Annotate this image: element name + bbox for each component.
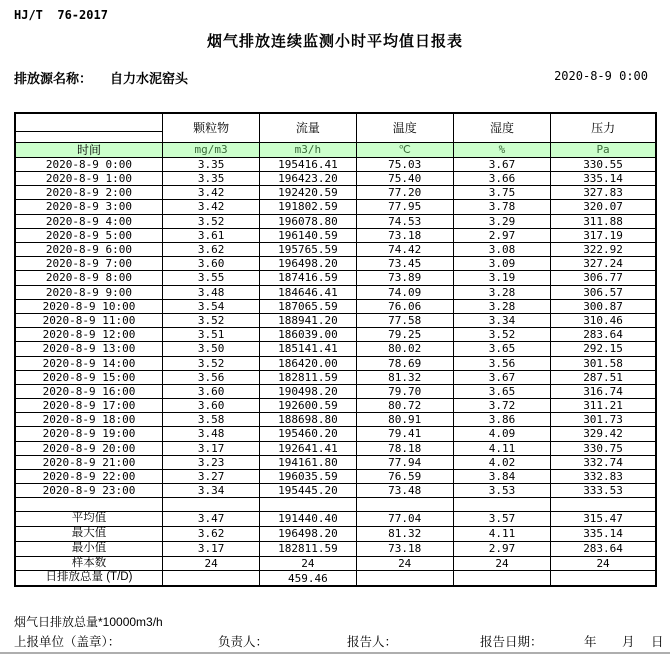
value-cell: 196498.20	[260, 526, 356, 541]
value-cell: 3.62	[162, 243, 259, 257]
value-cell: 329.42	[551, 427, 656, 441]
value-cell: 24	[453, 556, 550, 571]
spacer-cell	[162, 498, 259, 512]
value-cell: 3.50	[162, 342, 259, 356]
value-cell: 3.65	[453, 384, 550, 398]
time-cell: 2020-8-9 13:00	[15, 342, 162, 356]
value-cell: 24	[551, 556, 656, 571]
value-cell: 75.03	[356, 157, 453, 171]
value-cell: 186039.00	[260, 328, 356, 342]
value-cell: 3.58	[162, 413, 259, 427]
value-cell: 196140.59	[260, 228, 356, 242]
value-cell: 195416.41	[260, 157, 356, 171]
value-cell: 196078.80	[260, 214, 356, 228]
value-cell: 3.72	[453, 399, 550, 413]
value-cell: 4.02	[453, 455, 550, 469]
standard-code: HJ/T 76-2017	[14, 8, 108, 22]
value-cell: 3.28	[453, 299, 550, 313]
unit-flow: m3/h	[260, 142, 356, 157]
value-cell: 3.61	[162, 228, 259, 242]
col-header-pressure: 压力	[551, 113, 656, 142]
summary-section	[15, 498, 656, 586]
value-cell: 73.89	[356, 271, 453, 285]
table-row	[15, 455, 656, 469]
responsible-label: 负责人：	[218, 635, 269, 649]
time-cell: 2020-8-9 17:00	[15, 399, 162, 413]
value-cell: 3.67	[453, 370, 550, 384]
value-cell: 194161.80	[260, 455, 356, 469]
day-label: 日	[651, 635, 664, 649]
time-cell: 2020-8-9 0:00	[15, 157, 162, 171]
value-cell: 3.54	[162, 299, 259, 313]
value-cell: 2.97	[453, 541, 550, 556]
time-cell: 2020-8-9 5:00	[15, 228, 162, 242]
table-row	[15, 157, 656, 171]
table-row	[15, 243, 656, 257]
value-cell: 73.45	[356, 257, 453, 271]
value-cell: 73.18	[356, 228, 453, 242]
value-cell: 3.47	[162, 512, 259, 527]
value-cell: 283.64	[551, 328, 656, 342]
table-row	[15, 299, 656, 313]
table-row	[15, 441, 656, 455]
value-cell: 3.60	[162, 257, 259, 271]
value-cell: 3.56	[453, 356, 550, 370]
header-empty-top-cell	[15, 113, 162, 131]
value-cell: 192420.59	[260, 186, 356, 200]
value-cell: 3.08	[453, 243, 550, 257]
value-cell: 3.55	[162, 271, 259, 285]
month-label: 月	[622, 635, 635, 649]
value-cell: 3.52	[453, 328, 550, 342]
time-cell: 2020-8-9 4:00	[15, 214, 162, 228]
value-cell: 335.14	[551, 526, 656, 541]
value-cell: 301.58	[551, 356, 656, 370]
value-cell: 316.74	[551, 384, 656, 398]
value-cell: 185141.41	[260, 342, 356, 356]
spacer-cell	[356, 498, 453, 512]
value-cell: 195460.20	[260, 427, 356, 441]
value-cell: 81.32	[356, 526, 453, 541]
table-row	[15, 200, 656, 214]
summary-label-cell: 平均值	[15, 512, 162, 527]
time-cell: 2020-8-9 12:00	[15, 328, 162, 342]
value-cell: 3.56	[162, 370, 259, 384]
value-cell: 3.29	[453, 214, 550, 228]
value-cell: 3.52	[162, 313, 259, 327]
value-cell: 3.84	[453, 470, 550, 484]
value-cell: 283.64	[551, 541, 656, 556]
value-cell: 188698.80	[260, 413, 356, 427]
value-cell: 3.52	[162, 214, 259, 228]
monitoring-table	[14, 112, 657, 587]
value-cell: 322.92	[551, 243, 656, 257]
table-row	[15, 384, 656, 398]
value-cell: 4.11	[453, 526, 550, 541]
summary-label-cell: 日排放总量 (T/D)	[15, 571, 162, 586]
value-cell: 4.11	[453, 441, 550, 455]
value-cell: 306.77	[551, 271, 656, 285]
value-cell: 3.34	[162, 484, 259, 498]
value-cell: 76.59	[356, 470, 453, 484]
value-cell: 3.67	[453, 157, 550, 171]
time-cell: 2020-8-9 19:00	[15, 427, 162, 441]
value-cell: 77.95	[356, 200, 453, 214]
col-header-flow: 流量	[260, 113, 356, 142]
value-cell: 195445.20	[260, 484, 356, 498]
daily-total-note: 烟气日排放总量*10000m3/h	[14, 615, 163, 629]
value-cell: 77.94	[356, 455, 453, 469]
summary-label-cell: 最大值	[15, 526, 162, 541]
table-row	[15, 512, 656, 527]
value-cell: 3.35	[162, 172, 259, 186]
value-cell: 4.09	[453, 427, 550, 441]
table-row	[15, 541, 656, 556]
value-cell: 330.55	[551, 157, 656, 171]
value-cell: 3.57	[453, 512, 550, 527]
value-cell: 78.18	[356, 441, 453, 455]
value-cell: 190498.20	[260, 384, 356, 398]
value-cell: 79.41	[356, 427, 453, 441]
time-cell: 2020-8-9 10:00	[15, 299, 162, 313]
value-cell: 311.21	[551, 399, 656, 413]
value-cell: 306.57	[551, 285, 656, 299]
value-cell: 196035.59	[260, 470, 356, 484]
spacer-cell	[453, 498, 550, 512]
col-header-humidity: 湿度	[453, 113, 550, 142]
table-row	[15, 470, 656, 484]
time-column-header: 时间	[15, 142, 162, 157]
value-cell: 74.42	[356, 243, 453, 257]
value-cell: 3.42	[162, 200, 259, 214]
value-cell: 3.60	[162, 399, 259, 413]
reporter-label: 报告人：	[347, 635, 398, 649]
value-cell: 332.74	[551, 455, 656, 469]
unit-temperature: ℃	[356, 142, 453, 157]
value-cell: 292.15	[551, 342, 656, 356]
spacer-row	[15, 498, 656, 512]
time-cell: 2020-8-9 11:00	[15, 313, 162, 327]
time-cell: 2020-8-9 2:00	[15, 186, 162, 200]
header-empty-bottom-cell	[15, 131, 162, 142]
source-name-value: 自力水泥窑头	[110, 71, 189, 86]
col-header-particulate: 颗粒物	[162, 113, 259, 142]
table-row	[15, 186, 656, 200]
year-label: 年	[584, 635, 597, 649]
value-cell: 196423.20	[260, 172, 356, 186]
value-cell: 287.51	[551, 370, 656, 384]
time-cell: 2020-8-9 9:00	[15, 285, 162, 299]
value-cell: 77.04	[356, 512, 453, 527]
time-cell: 2020-8-9 18:00	[15, 413, 162, 427]
time-cell: 2020-8-9 1:00	[15, 172, 162, 186]
table-row	[15, 328, 656, 342]
value-cell: 330.75	[551, 441, 656, 455]
value-cell: 3.66	[453, 172, 550, 186]
value-cell: 187416.59	[260, 271, 356, 285]
value-cell: 3.86	[453, 413, 550, 427]
value-cell: 333.53	[551, 484, 656, 498]
table-row	[15, 342, 656, 356]
value-cell: 3.48	[162, 285, 259, 299]
value-cell: 3.53	[453, 484, 550, 498]
value-cell: 78.69	[356, 356, 453, 370]
value-cell: 77.20	[356, 186, 453, 200]
value-cell: 3.23	[162, 455, 259, 469]
table-row	[15, 413, 656, 427]
value-cell	[162, 571, 259, 586]
time-cell: 2020-8-9 14:00	[15, 356, 162, 370]
emission-source-line	[14, 68, 188, 87]
col-header-temperature: 温度	[356, 113, 453, 142]
value-cell: 73.48	[356, 484, 453, 498]
value-cell: 3.75	[453, 186, 550, 200]
summary-label-cell: 样本数	[15, 556, 162, 571]
table-row	[15, 271, 656, 285]
time-cell: 2020-8-9 7:00	[15, 257, 162, 271]
value-cell: 196498.20	[260, 257, 356, 271]
value-cell: 182811.59	[260, 541, 356, 556]
value-cell: 76.06	[356, 299, 453, 313]
value-cell: 3.09	[453, 257, 550, 271]
value-cell: 195765.59	[260, 243, 356, 257]
value-cell: 184646.41	[260, 285, 356, 299]
value-cell: 3.78	[453, 200, 550, 214]
summary-label-cell: 最小值	[15, 541, 162, 556]
table-row	[15, 285, 656, 299]
header-names-row	[15, 113, 656, 131]
table-row	[15, 571, 656, 586]
value-cell: 3.62	[162, 526, 259, 541]
time-cell: 2020-8-9 6:00	[15, 243, 162, 257]
value-cell: 75.40	[356, 172, 453, 186]
value-cell: 79.25	[356, 328, 453, 342]
value-cell: 3.52	[162, 356, 259, 370]
table-row	[15, 399, 656, 413]
value-cell: 80.02	[356, 342, 453, 356]
time-cell: 2020-8-9 3:00	[15, 200, 162, 214]
value-cell: 24	[260, 556, 356, 571]
signature-line	[0, 632, 670, 648]
report-date-label: 报告日期：	[480, 635, 543, 649]
value-cell: 317.19	[551, 228, 656, 242]
value-cell: 192641.41	[260, 441, 356, 455]
time-cell: 2020-8-9 21:00	[15, 455, 162, 469]
bottom-divider	[0, 652, 670, 654]
value-cell: 311.88	[551, 214, 656, 228]
value-cell: 191440.40	[260, 512, 356, 527]
table-row	[15, 214, 656, 228]
value-cell: 320.07	[551, 200, 656, 214]
spacer-cell	[260, 498, 356, 512]
table-row	[15, 228, 656, 242]
report-title: 烟气排放连续监测小时平均值日报表	[206, 33, 463, 50]
value-cell: 310.46	[551, 313, 656, 327]
value-cell: 301.73	[551, 413, 656, 427]
value-cell: 3.19	[453, 271, 550, 285]
value-cell	[356, 571, 453, 586]
value-cell: 3.17	[162, 541, 259, 556]
unit-humidity: %	[453, 142, 550, 157]
value-cell: 3.48	[162, 427, 259, 441]
spacer-cell	[15, 498, 162, 512]
hourly-rows	[15, 157, 656, 498]
unit-pressure: Pa	[551, 142, 656, 157]
value-cell	[453, 571, 550, 586]
table-row	[15, 484, 656, 498]
value-cell: 24	[356, 556, 453, 571]
time-cell: 2020-8-9 8:00	[15, 271, 162, 285]
value-cell: 327.83	[551, 186, 656, 200]
value-cell: 3.60	[162, 384, 259, 398]
spacer-cell	[551, 498, 656, 512]
value-cell: 74.09	[356, 285, 453, 299]
value-cell: 81.32	[356, 370, 453, 384]
time-cell: 2020-8-9 23:00	[15, 484, 162, 498]
value-cell: 300.87	[551, 299, 656, 313]
table-row	[15, 356, 656, 370]
value-cell: 186420.00	[260, 356, 356, 370]
time-cell: 2020-8-9 16:00	[15, 384, 162, 398]
value-cell: 73.18	[356, 541, 453, 556]
value-cell: 24	[162, 556, 259, 571]
table-row	[15, 313, 656, 327]
table-row	[15, 370, 656, 384]
value-cell: 2.97	[453, 228, 550, 242]
table-row	[15, 172, 656, 186]
value-cell: 327.24	[551, 257, 656, 271]
value-cell: 3.65	[453, 342, 550, 356]
value-cell: 3.27	[162, 470, 259, 484]
value-cell: 459.46	[260, 571, 356, 586]
value-cell: 3.17	[162, 441, 259, 455]
table-row	[15, 427, 656, 441]
value-cell: 187065.59	[260, 299, 356, 313]
value-cell	[551, 571, 656, 586]
value-cell: 191802.59	[260, 200, 356, 214]
value-cell: 332.83	[551, 470, 656, 484]
value-cell: 80.91	[356, 413, 453, 427]
value-cell: 315.47	[551, 512, 656, 527]
value-cell: 335.14	[551, 172, 656, 186]
table-row	[15, 526, 656, 541]
value-cell: 3.51	[162, 328, 259, 342]
table-row	[15, 257, 656, 271]
report-datetime: 2020-8-9 0:00	[554, 69, 648, 83]
value-cell: 182811.59	[260, 370, 356, 384]
table-row	[15, 556, 656, 571]
unit-row	[15, 142, 656, 157]
value-cell: 3.42	[162, 186, 259, 200]
value-cell: 3.35	[162, 157, 259, 171]
value-cell: 3.34	[453, 313, 550, 327]
value-cell: 80.72	[356, 399, 453, 413]
value-cell: 77.58	[356, 313, 453, 327]
value-cell: 188941.20	[260, 313, 356, 327]
value-cell: 192600.59	[260, 399, 356, 413]
value-cell: 79.70	[356, 384, 453, 398]
source-name-label: 排放源名称：	[14, 71, 93, 86]
value-cell: 74.53	[356, 214, 453, 228]
time-cell: 2020-8-9 20:00	[15, 441, 162, 455]
value-cell: 3.28	[453, 285, 550, 299]
unit-particulate: mg/m3	[162, 142, 259, 157]
time-cell: 2020-8-9 22:00	[15, 470, 162, 484]
report-unit-label: 上报单位（盖章）：	[14, 635, 121, 649]
time-cell: 2020-8-9 15:00	[15, 370, 162, 384]
